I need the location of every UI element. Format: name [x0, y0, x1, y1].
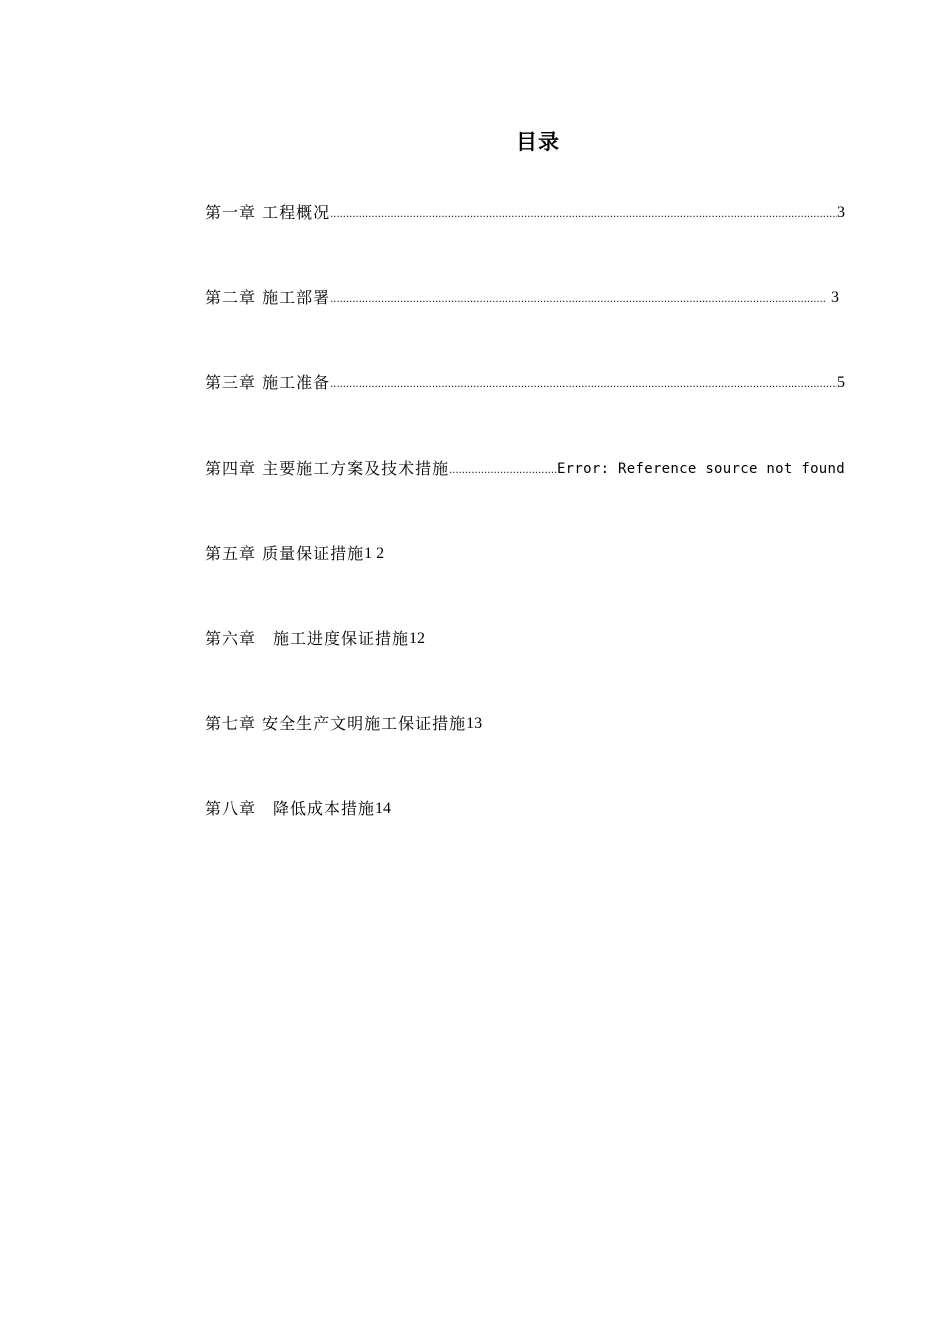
toc-entry-4[interactable]: [205, 456, 845, 482]
toc-entry-label: 第二章 施工部署: [205, 288, 331, 307]
toc-entry-page: 3: [831, 289, 839, 306]
toc-entry-page: 12: [409, 630, 426, 647]
toc-entry-label: 第三章 施工准备: [205, 373, 331, 392]
toc-entry-6[interactable]: [205, 626, 845, 652]
toc-entry-label: 第一章 工程概况: [205, 203, 331, 222]
toc-entry-5[interactable]: [205, 541, 845, 567]
toc-entry-page: 3: [837, 204, 845, 221]
toc-entry-page: 5: [837, 374, 845, 391]
toc-entry-label: 第八章 降低成本措施: [205, 799, 376, 818]
toc-entry-page: 14: [375, 800, 392, 817]
toc-leader-dots: [449, 456, 557, 482]
toc-entry-page-error: Error: Reference source not found: [556, 461, 845, 477]
toc-entry-label: 第五章 质量保证措施: [205, 544, 365, 563]
toc-leader-dots: [330, 200, 837, 226]
toc-entry-label: 第七章 安全生产文明施工保证措施: [205, 714, 467, 733]
toc-title-wrap: [0, 126, 950, 156]
toc-title: 目录: [516, 129, 560, 154]
toc-entry-7[interactable]: [205, 711, 845, 737]
toc-entry-label: 第六章 施工进度保证措施: [205, 629, 410, 648]
toc-entry-page: 13: [466, 715, 483, 732]
toc-entry-2[interactable]: [205, 285, 845, 311]
toc-entry-label: 第四章 主要施工方案及技术措施: [205, 459, 450, 478]
toc-leader-dots: [330, 285, 827, 311]
toc-entry-8[interactable]: [205, 796, 845, 822]
toc-entry-1[interactable]: [205, 200, 845, 226]
toc-entry-page: 1 2: [364, 545, 385, 562]
toc-entry-3[interactable]: [205, 370, 845, 396]
toc-leader-dots: [330, 370, 837, 396]
